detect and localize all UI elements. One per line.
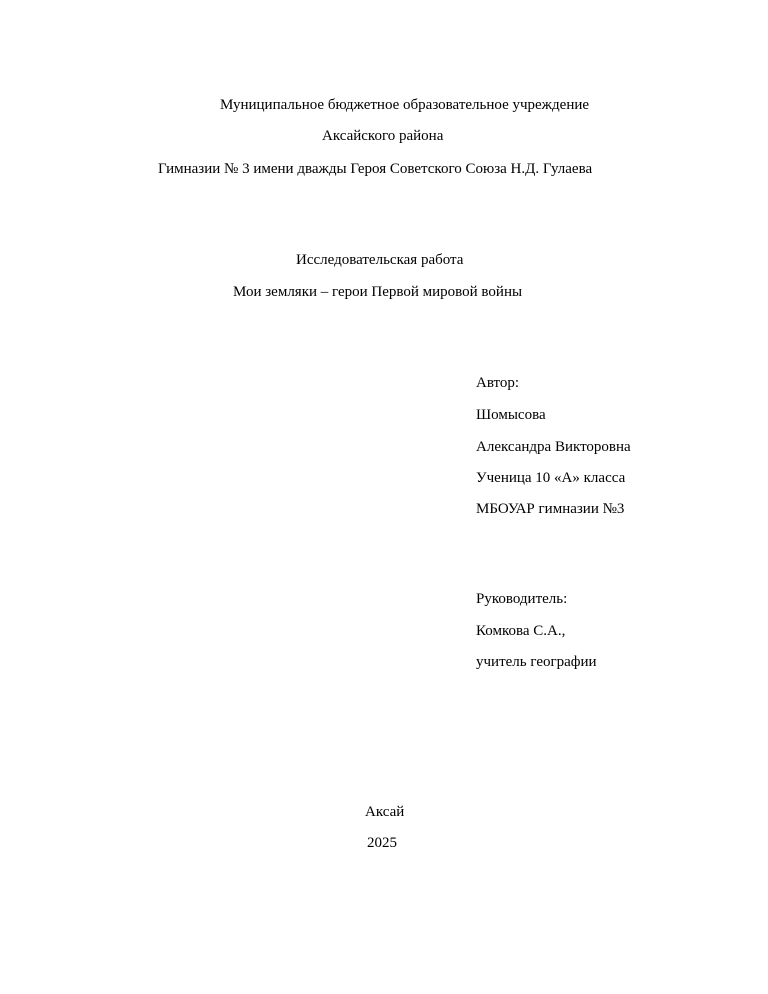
work-type: Исследовательская работа <box>296 252 464 268</box>
supervisor-label: Руководитель: <box>476 591 568 607</box>
work-title: Мои земляки – герои Первой мировой войны <box>233 284 523 300</box>
author-school: МБОУАР гимназии №3 <box>476 501 625 517</box>
author-given-names: Александра Викторовна <box>476 439 631 455</box>
institution-line-1: Муниципальное бюджетное образовательное учреждение <box>220 97 590 113</box>
institution-line-3: Гимназии № 3 имени дважды Героя Советского Союза Н.Д. Гулаева <box>158 161 593 177</box>
author-surname: Шомысова <box>476 407 546 423</box>
supervisor-name: Комкова С.А., <box>476 623 566 639</box>
supervisor-position: учитель географии <box>476 654 597 670</box>
author-grade: Ученица 10 «А» класса <box>476 470 626 486</box>
institution-line-2: Аксайского района <box>322 128 444 144</box>
author-label: Автор: <box>476 375 520 391</box>
footer-year: 2025 <box>367 835 397 851</box>
footer-city: Аксай <box>365 804 405 820</box>
